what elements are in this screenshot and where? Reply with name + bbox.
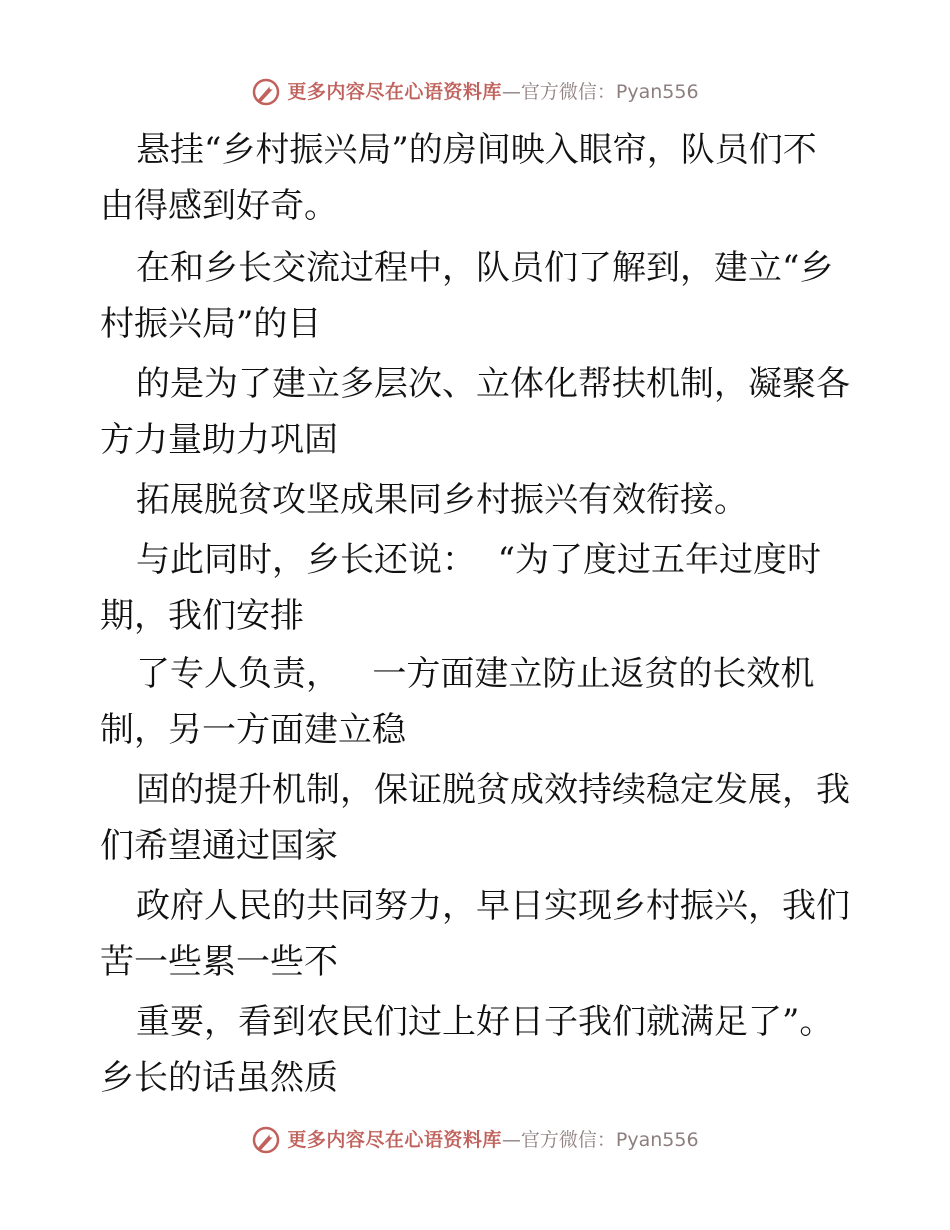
text-line: 苦一些累一些不	[100, 942, 338, 982]
footer-watermark	[0, 1120, 950, 1160]
text-line: 乡长的话虽然质	[100, 1058, 338, 1098]
text-line: 在和乡长交流过程中，队员们了解到，建立“乡	[136, 248, 834, 288]
text-line: 期，我们安排	[100, 596, 304, 636]
text-line: 政府人民的共同努力，早日实现乡村振兴，我们	[136, 886, 850, 926]
text-line: 固的提升机制，保证脱贫成效持续稳定发展，我	[136, 770, 850, 810]
text-line: 由得感到好奇。	[100, 186, 338, 226]
text-line: 与此同时，乡长还说： “为了度过五年过度时	[136, 540, 821, 580]
watermark-lead-text: 更多内容尽在心语资料库	[287, 1128, 502, 1151]
watermark-contact-text: —官方微信：Pyan556	[501, 1128, 699, 1151]
header-watermark	[0, 72, 950, 112]
text-line: 方力量助力巩固	[100, 420, 338, 460]
watermark-lead-text: 更多内容尽在心语资料库	[287, 80, 502, 103]
text-line: 村振兴局”的目	[100, 304, 322, 344]
watermark-contact-text: —官方微信：Pyan556	[501, 80, 699, 103]
pen-nib-logo-icon	[251, 77, 281, 107]
pen-nib-logo-icon	[251, 1125, 281, 1155]
text-line: 们希望通过国家	[100, 826, 338, 866]
text-line: 了专人负责， 一方面建立防止返贫的长效机	[136, 654, 815, 694]
text-line: 拓展脱贫攻坚成果同乡村振兴有效衔接。	[136, 480, 748, 520]
text-line: 悬挂“乡村振兴局”的房间映入眼帘，队员们不	[136, 130, 817, 170]
text-line: 重要，看到农民们过上好日子我们就满足了”。	[136, 1002, 834, 1042]
text-line: 的是为了建立多层次、立体化帮扶机制，凝聚各	[136, 364, 850, 404]
text-line: 制，另一方面建立稳	[100, 710, 406, 750]
